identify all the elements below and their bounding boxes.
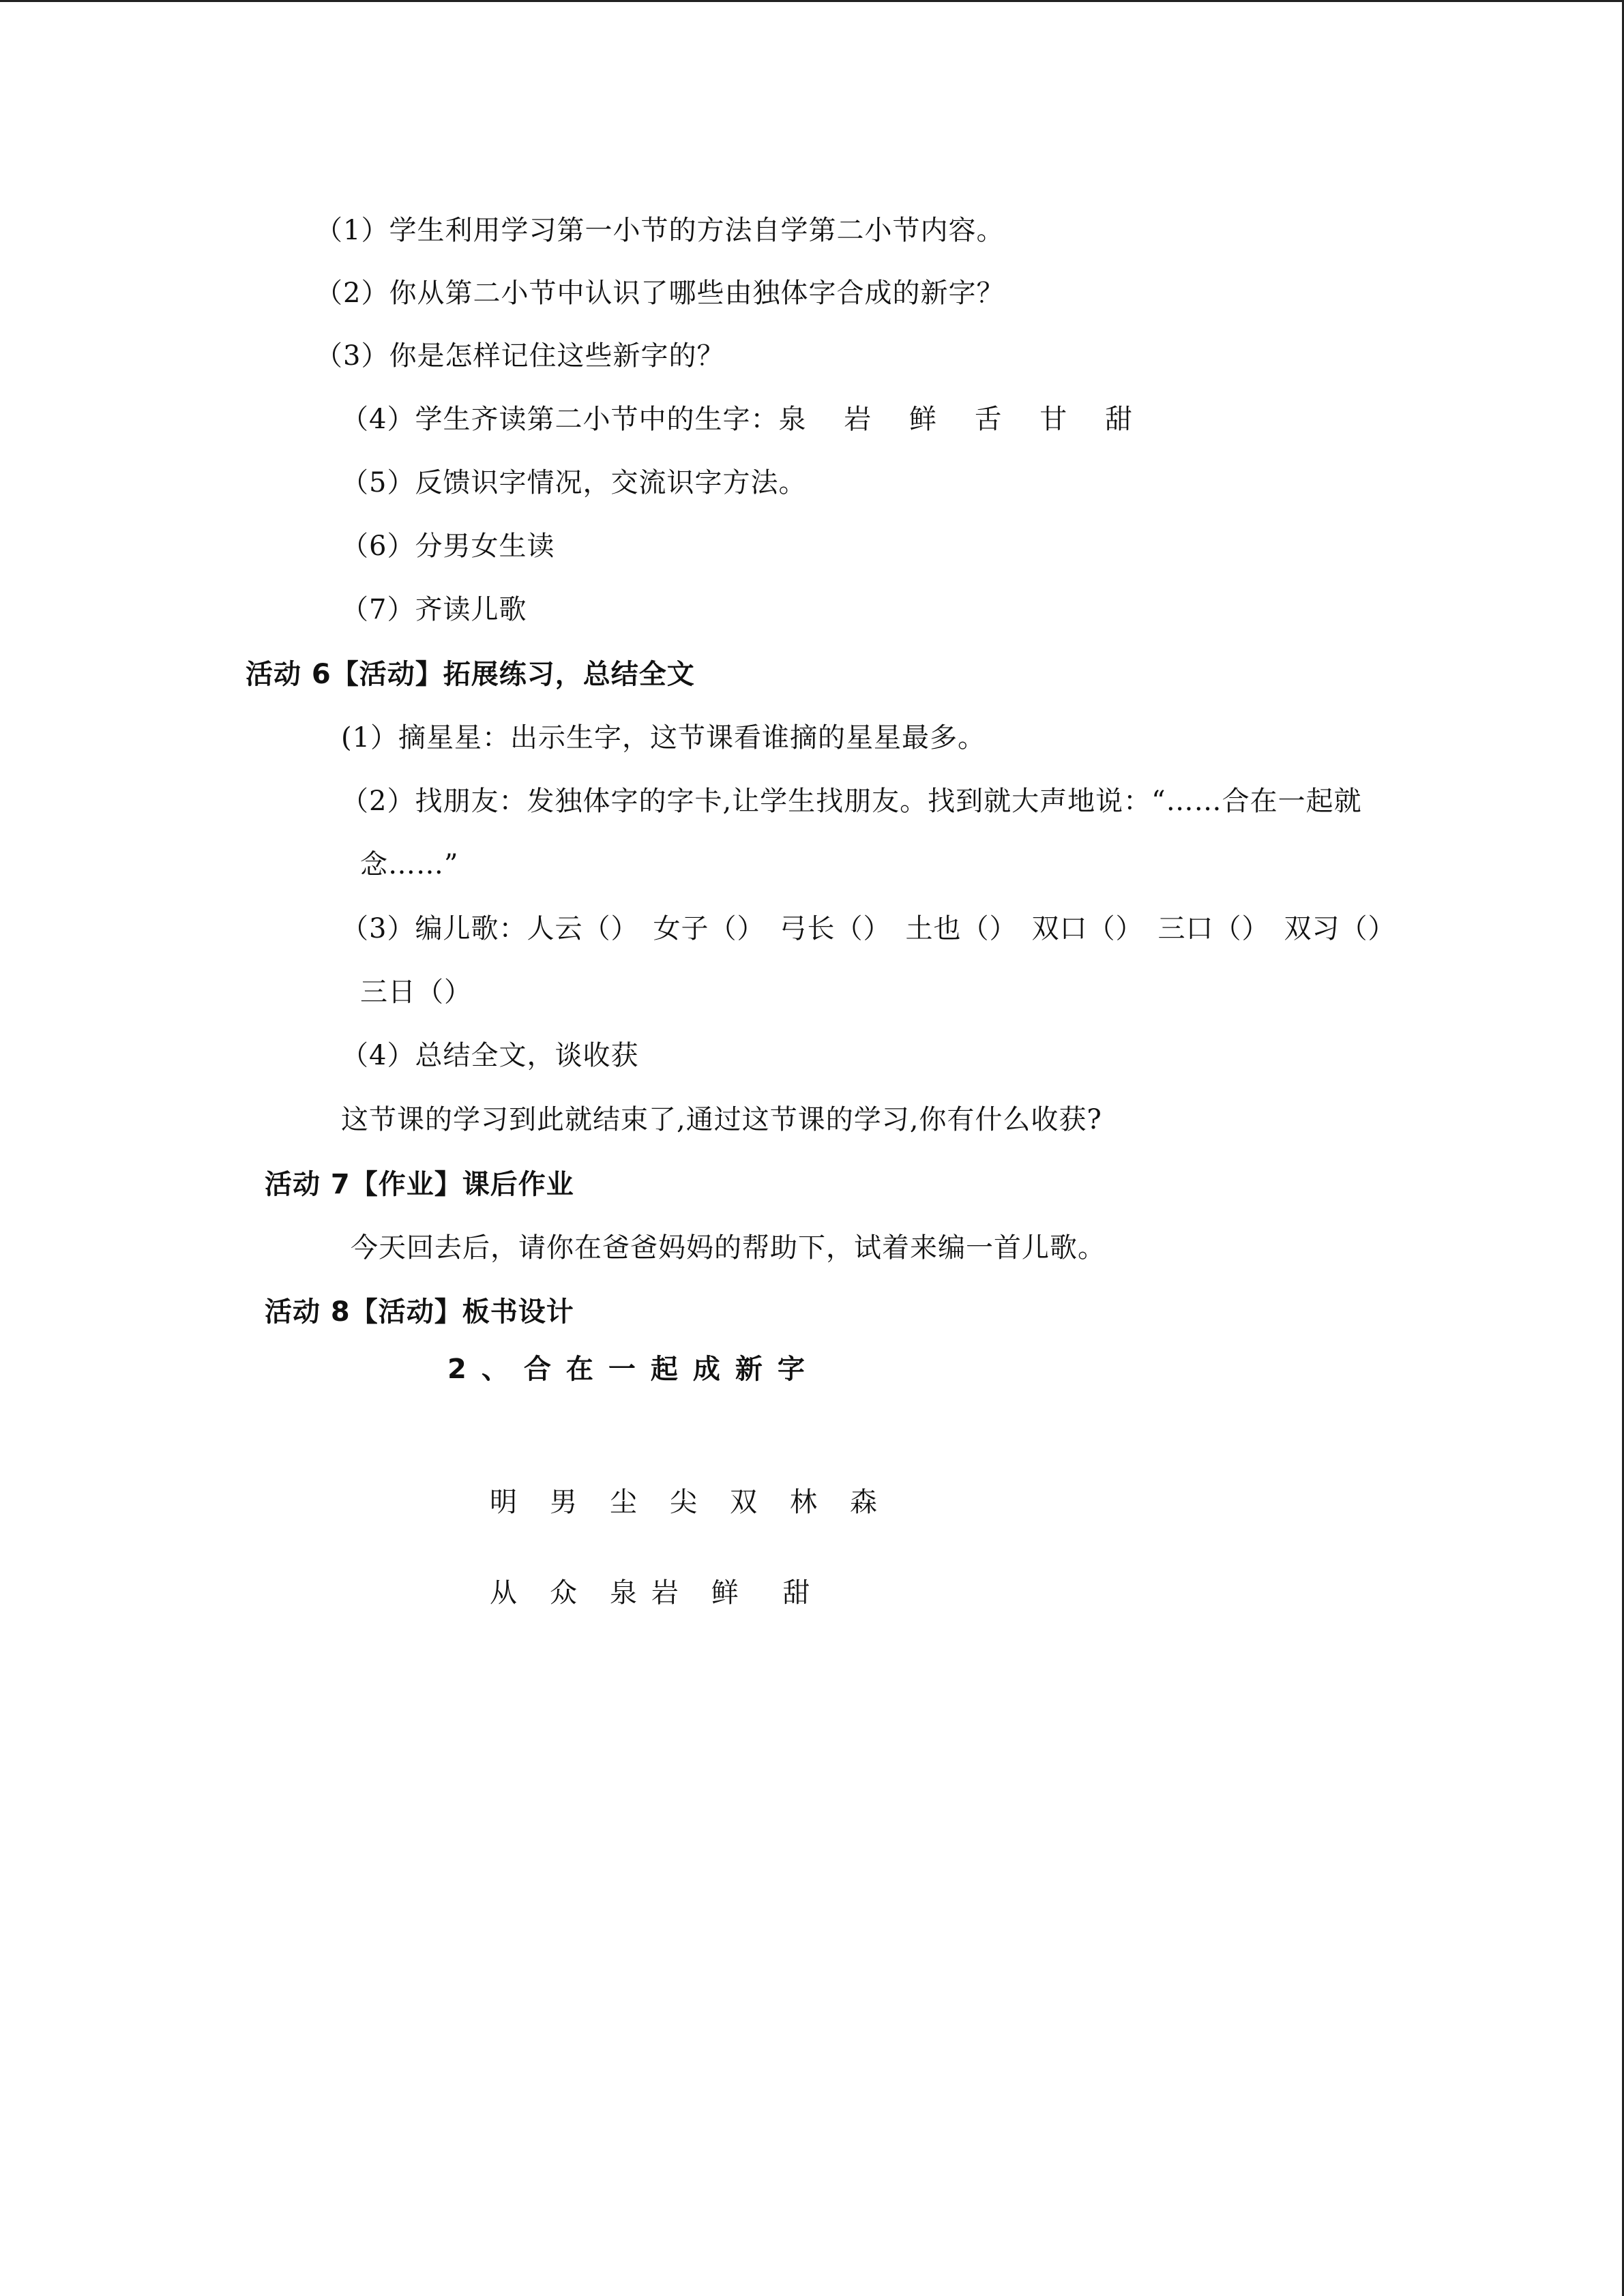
board-character-row: 明 男 尘 尖 双 林 森 [490, 1487, 880, 1518]
list-item: （4）总结全文，谈收获 [341, 1040, 639, 1071]
list-item: （3）你是怎样记住这些新字的？ [315, 340, 725, 372]
list-item-continuation: 念……” [360, 849, 459, 880]
list-item: （7）齐读儿歌 [341, 594, 527, 625]
list-item: （1）学生利用学习第一小节的方法自学第二小节内容。 [315, 215, 1005, 246]
activity-heading: 活动 7【作业】课后作业 [265, 1169, 574, 1200]
list-item-continuation: 三日（） [360, 976, 472, 1008]
paragraph: 这节课的学习到此就结束了,通过这节课的学习,你有什么收获? [341, 1104, 1102, 1135]
page-top-border [0, 0, 1624, 2]
board-title: 2、合在一起成新字 [447, 1354, 820, 1385]
paragraph: 今天回去后，请你在爸爸妈妈的帮助下，试着来编一首儿歌。 [351, 1232, 1106, 1264]
list-item: （6）分男女生读 [341, 531, 555, 562]
activity-heading: 活动 6【活动】拓展练习，总结全文 [246, 659, 695, 690]
activity-heading: 活动 8【活动】板书设计 [265, 1296, 574, 1328]
list-item: （3）编儿歌：人云（） 女子（） 弓长（） 土也（） 双口（） 三口（） 双习（） [341, 913, 1396, 944]
list-item: (1）摘星星：出示生字，这节课看谁摘的星星最多。 [341, 722, 986, 754]
list-item: （2）你从第二小节中认识了哪些由独体字合成的新字？ [315, 278, 1005, 309]
list-item: （2）找朋友：发独体字的字卡,让学生找朋友。找到就大声地说：“……合在一起就 [341, 786, 1362, 817]
list-item: （4）学生齐读第二小节中的生字：泉 岩 鲜 舌 甘 甜 [341, 404, 1134, 435]
board-character-row: 从 众 泉 岩 鲜 甜 [490, 1577, 813, 1609]
list-item: （5）反馈识字情况，交流识字方法。 [341, 467, 807, 498]
